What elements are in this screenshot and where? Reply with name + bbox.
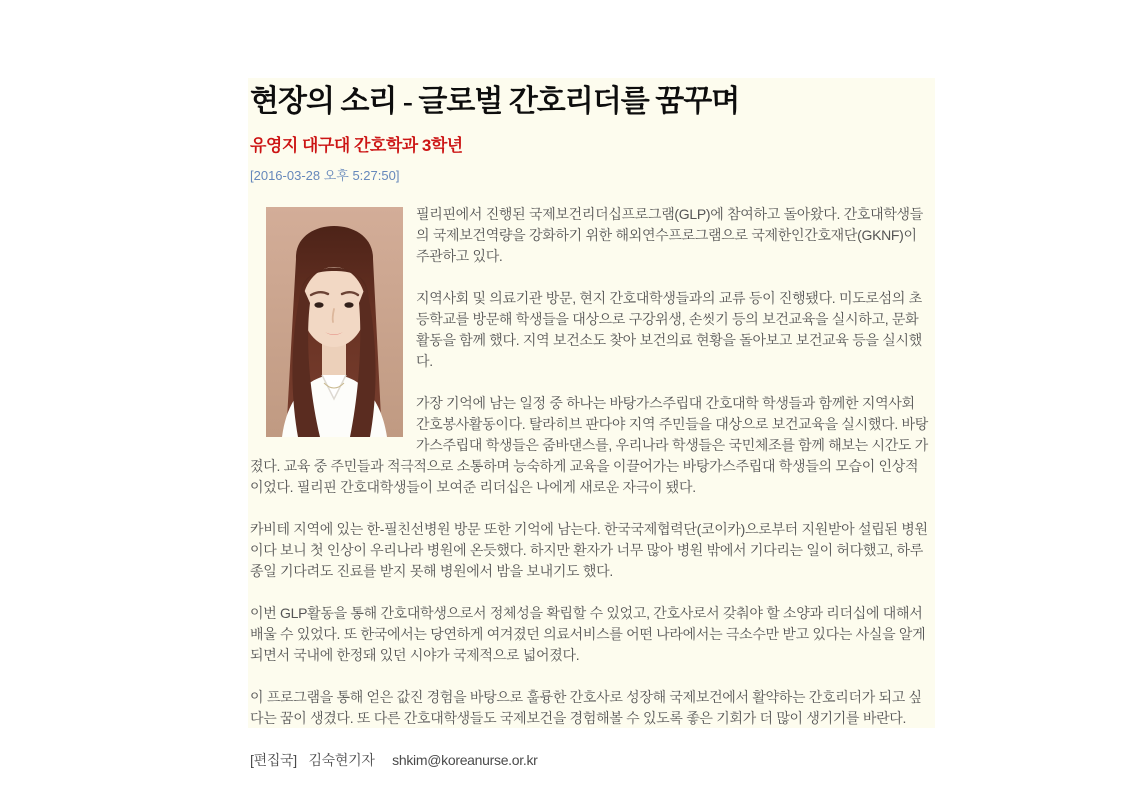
article-container: [248, 78, 935, 768]
footer-reporter-name: 김숙현기자: [308, 752, 375, 768]
paragraph-2: 지역사회 및 의료기관 방문, 현지 간호대학생들과의 교류 등이 진행됐다. 미도로섬의 초등학교를 방문해 학생들을 대상으로 구강위생, 손씻기 등의 보건교육을 실시하고, 문화활동을 함께 했다. 지역 보건소도 찾아 보건의료 현황을 돌아보고 보건교육 등을 실시했다.: [416, 290, 922, 369]
article-body: [250, 204, 929, 771]
article-title: 현장의 소리 - 글로벌 간호리더를 꿈꾸며: [250, 85, 740, 118]
article-author-line: 유영지 대구대 간호학과 3학년: [250, 136, 463, 155]
paragraph-3: 가장 기억에 남는 일정 중 하나는 바탕가스주립대 간호대학 학생들과 함께한 지역사회 간호봉사활동이다. 탈라히브 판다야 지역 주민들을 대상으로 보건교육을 실시했다. 바탕가스주립대 학생들은 줌바댄스를, 우리나라 학생들은 국민체조를 함께 해보는 시간도 가졌다. 교육 중 주민들과 적극적으로 소통하며 능숙하게 교육을 이끌어가는 바탕가스주립대 학생들의 모습이 인상적이었다. 필리핀 간호대학생들이 보여준 리더십은 나에게 새로운 자극이 됐다.: [250, 395, 928, 495]
paragraph-5: 이번 GLP활동을 통해 간호대학생으로서 정체성을 확립할 수 있었고, 간호사로서 갖춰야 할 소양과 리더십에 대해서 배울 수 있었다. 또 한국에서는 당연하게 여겨졌던 의료서비스를 어떤 나라에서는 극소수만 받고 있다는 사실을 알게 되면서 국내에 한정돼 있던 시야가 국제적으로 넓어졌다.: [250, 605, 926, 663]
portrait-photo: [266, 207, 403, 437]
article-date-line: [2016-03-28 오후 5:27:50]: [250, 168, 400, 183]
paragraph-4: 카비테 지역에 있는 한-필친선병원 방문 또한 기억에 남는다. 한국국제협력단(코이카)으로부터 지원받아 설립된 병원이다 보니 첫 인상이 우리나라 병원에 온듯했다. 하지만 환자가 너무 많아 병원 밖에서 기다리는 일이 허다했고, 하루 종일 기다려도 진료를 받지 못해 병원에서 밤을 보내기도 했다.: [250, 521, 928, 579]
footer-department: [편집국]: [250, 752, 297, 768]
paragraph-1: 필리핀에서 진행된 국제보건리더십프로그램(GLP)에 참여하고 돌아왔다. 간호대학생들의 국제보건역량을 강화하기 위한 해외연수프로그램으로 국제한인간호재단(GKNF)이 주관하고 있다.: [416, 206, 923, 264]
article-footer: [250, 750, 929, 771]
paragraph-6: 이 프로그램을 통해 얻은 값진 경험을 바탕으로 훌륭한 간호사로 성장해 국제보건에서 활약하는 간호리더가 되고 싶다는 꿈이 생겼다. 또 다른 간호대학생들도 국제보건을 경험해볼 수 있도록 좋은 기회가 더 많이 생기기를 바란다.: [250, 689, 922, 726]
footer-reporter-email[interactable]: shkim@koreanurse.or.kr: [392, 752, 538, 768]
